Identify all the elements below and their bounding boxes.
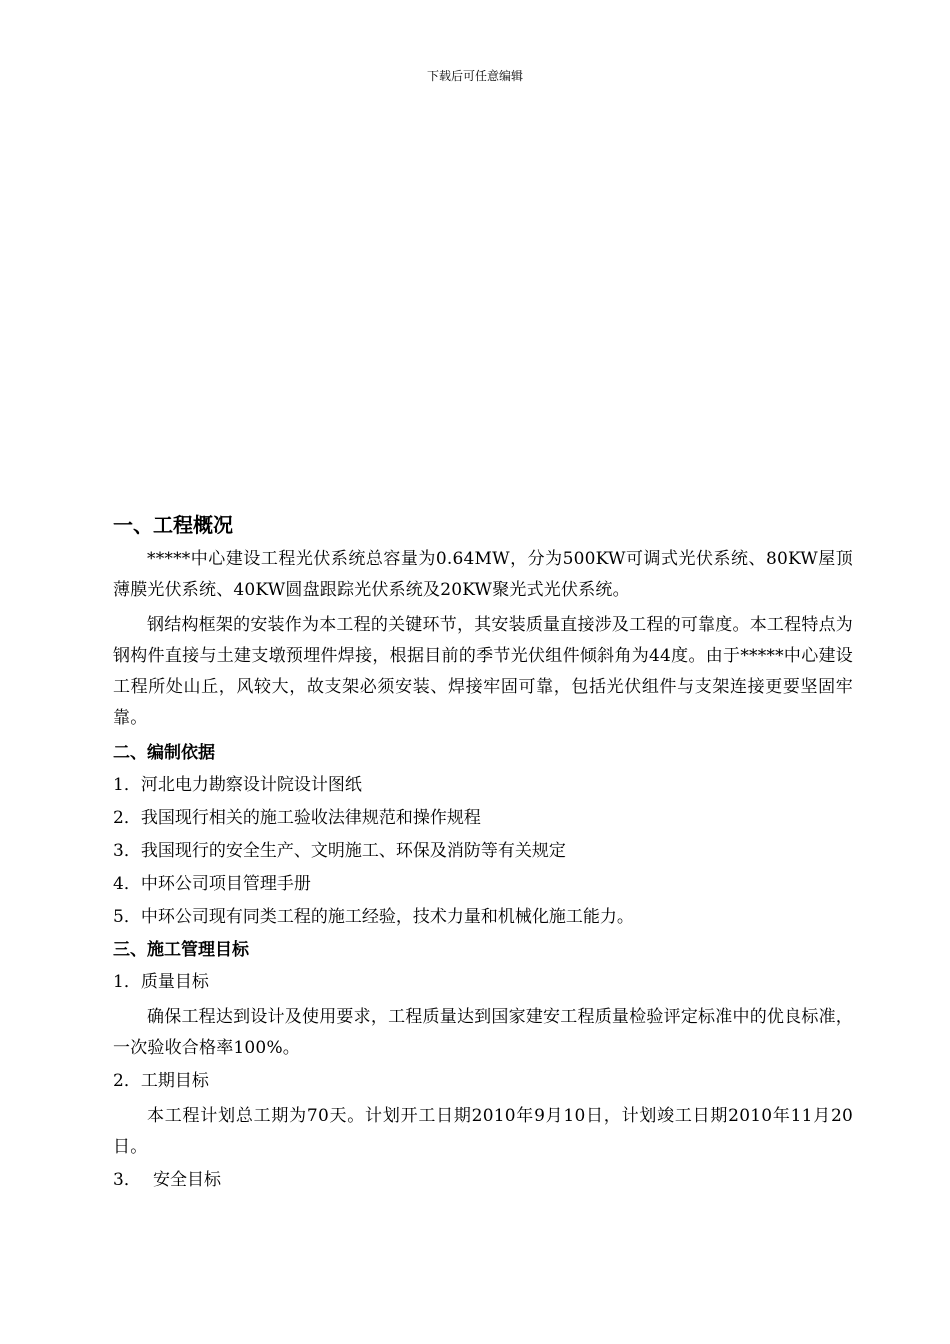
- list-text: 工期目标: [140, 1071, 209, 1091]
- section-title-basis: 二、编制依据: [113, 743, 215, 763]
- list-number: 2．: [113, 1071, 141, 1091]
- list-text: 我国现行相关的施工验收法律规范和操作规程: [140, 808, 481, 828]
- section-title-overview: 一、工程概况: [113, 513, 233, 537]
- list-item: [113, 805, 853, 831]
- overview-paragraph-2: 钢结构框架的安装作为本工程的关键环节，其安装质量直接涉及工程的可靠度。本工程特点为钢构件直接与土建支墩预埋件焊接，根据目前的季节光伏组件倾斜角为44度。由于*****中心建设工程所处山丘，风较大，故支架必须安装、焊接牢固可靠，包括光伏组件与支架连接更要坚固牢靠。: [113, 615, 853, 728]
- list-number: 1．: [113, 775, 141, 795]
- goal-quality: [113, 969, 853, 995]
- list-text: 安全目标: [153, 1170, 221, 1190]
- list-item: [113, 772, 853, 798]
- list-text: 中环公司现有同类工程的施工经验，技术力量和机械化施工能力。: [140, 907, 634, 927]
- list-text: 河北电力勘察设计院设计图纸: [140, 775, 362, 795]
- goal-schedule-detail: 本工程计划总工期为70天。计划开工日期2010年9月10日，计划竣工日期2010年11月20日。: [113, 1106, 853, 1157]
- goal-quality-detail: 确保工程达到设计及使用要求，工程质量达到国家建安工程质量检验评定标准中的优良标准，一次验收合格率100%。: [113, 1007, 853, 1058]
- header-note: 下载后可任意编辑: [426, 69, 523, 83]
- list-number: 3．: [113, 1170, 141, 1190]
- section-title-goals: 三、施工管理目标: [113, 940, 249, 960]
- list-text: 我国现行的安全生产、文明施工、环保及消防等有关规定: [140, 841, 566, 861]
- list-text: 中环公司项目管理手册: [140, 874, 311, 894]
- goal-safety: [113, 1167, 853, 1193]
- document-body: [113, 510, 853, 1200]
- list-item: [113, 871, 853, 897]
- list-text: 质量目标: [140, 972, 209, 992]
- goal-schedule: [113, 1068, 853, 1094]
- list-number: 4．: [113, 874, 141, 894]
- list-number: 1．: [113, 972, 141, 992]
- overview-paragraph-1: *****中心建设工程光伏系统总容量为0.64MW，分为500KW可调式光伏系统、80KW屋顶薄膜光伏系统、40KW圆盘跟踪光伏系统及20KW聚光式光伏系统。: [113, 549, 853, 600]
- list-number: 3．: [113, 841, 141, 861]
- list-number: 5．: [113, 907, 141, 927]
- list-item: [113, 904, 853, 930]
- list-number: 2．: [113, 808, 141, 828]
- list-item: [113, 838, 853, 864]
